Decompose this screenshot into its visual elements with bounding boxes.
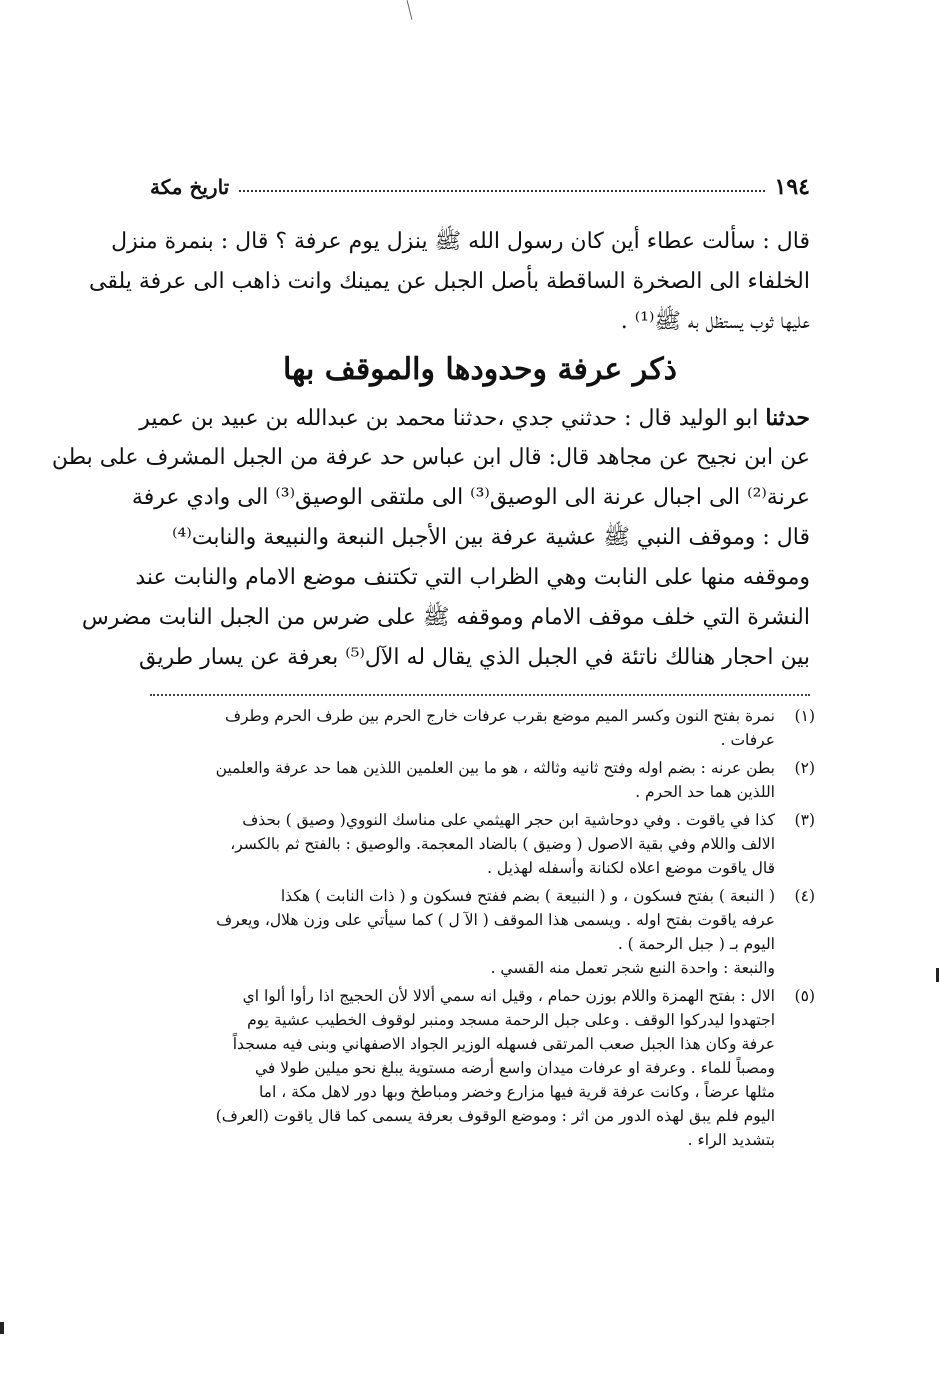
footnote-number: (٢): [794, 759, 815, 777]
footnote-line: عرفات .: [720, 731, 775, 749]
footnote-line: نمرة بفتح النون وكسر الميم موضع بقرب عرفات خارج الحرم بين طرف الحرم وطرف: [224, 707, 775, 725]
text-line: النشرة التي خلف موقف الامام وموقفه ﷺ على ضرس من الجبل النابت مضرس: [81, 605, 810, 630]
footnotes: [150, 704, 815, 1156]
section-heading: ذكر عرفة وحدودها والموقف بها: [283, 352, 677, 387]
footnote-line: الال : بفتح الهمزة واللام بوزن حمام ، وقيل انه سمي ألالا لأن الحجيج اذا رأوا ألوا اي: [242, 987, 775, 1005]
text-line: قال : وموقف النبي ﷺ عشية عرفة بين الأجبل النبعة والنبيعة والنابت⁽⁴⁾: [172, 525, 810, 550]
footnote-line: كذا في ياقوت . وفي دوحاشية ابن حجر الهيثمي على مناسك النووي( وصيق ) بحذف: [242, 811, 775, 829]
scan-artifact-line: [407, 0, 413, 20]
paragraph-main: [51, 398, 810, 678]
footnote-number: (٣): [794, 811, 815, 829]
footnote-line: ( النبعة ) بفتح فسكون ، و ( النبيعة ) بضم ففتح فسكون و ( ذات النابت ) هكذا: [280, 887, 775, 905]
footnote-line: بطن عرنه : بضم اوله وفتح ثانيه وثالثه ، هو ما بين العلمين اللذين هما حد عرفة والعلمين: [215, 759, 775, 777]
scan-artifact-dot: [936, 968, 939, 982]
running-header: [150, 172, 810, 202]
text-line: بين احجار هنالك ناتئة في الجبل الذي يقال له الآل⁽⁵⁾ بعرفة عن يسار طريق: [139, 645, 810, 670]
footnote-line: اليوم بـ ( جبل الرحمة ) .: [617, 935, 775, 953]
text-line-rest: ابو الوليد قال : حدثني جدي ،حدثنا محمد بن عبدالله بن عبيد بن عمير: [139, 406, 759, 431]
text-line: عن ابن نجيح عن مجاهد قال: قال ابن عباس حد عرفة من الجبل المشرف على بطن: [51, 445, 810, 470]
text-line: عليها ثوب يستظل به ﷺ⁽¹⁾ .: [620, 309, 810, 334]
footnote-number: (١): [794, 707, 815, 725]
text-line: الخلفاء الى الصخرة الساقطة بأصل الجبل عن يمينك وانت ذاهب الى عرفة يلقى: [88, 269, 810, 294]
text-line: وموقفه منها على النابت وهي الظراب التي تكتنف موضع الامام والنابت عند: [135, 565, 810, 590]
footnote-line: مثلها عرضاً ، وكانت عرفة قرية فيها مزارع وخضر ومباطخ وبها دور لاهل مكة ، اما: [258, 1083, 775, 1101]
footnote-4: [150, 884, 815, 980]
footnote-line: الالف واللام وفي بقية الاصول ( وضيق ) بالضاد المعجمة. والوصيق : بالفتح ثم بالكسر،: [230, 835, 775, 853]
book-title: تاريخ مكة: [150, 175, 230, 199]
header-dotted-rule: [239, 190, 764, 192]
footnote-5: [150, 984, 815, 1152]
footnote-line: ومصباً للماء . وعرفة او عرفات ميدان واسع أرضه مستوية يبلغ نحو ميلين طولا في: [254, 1059, 775, 1077]
footnote-number: (٥): [794, 987, 815, 1005]
footnote-line: اللذين هما حد الحرم .: [635, 783, 775, 801]
footnote-line: بتشديد الراء .: [687, 1131, 775, 1149]
footnote-2: [150, 756, 815, 804]
footnote-number: (٤): [794, 887, 815, 905]
footnote-3: [150, 808, 815, 880]
paragraph-continued: [88, 222, 810, 342]
scan-artifact-dot: [0, 1322, 4, 1334]
footnote-line: قال ياقوت موضع اعلاه لكنانة وأسفله لهذيل .: [487, 859, 775, 877]
lead-word: حدثنا: [765, 405, 810, 431]
footnote-line: عرفة وكان هذا الجبل صعب المرتقى فسهله الوزير الجواد الاصفهاني وبنى فيه مسجداً: [232, 1035, 775, 1053]
footnote-1: [150, 704, 815, 752]
footnote-line: اليوم فلم يبق لهذه الدور من اثر : وموضع الوقوف بعرفة يسمى كما قال ياقوت (العرف): [215, 1107, 775, 1125]
footnote-line: عرفه ياقوت بفتح اوله . ويسمى هذا الموقف ( الآ ل ) كما سيأتي على وزن هلال، ويعرف: [216, 911, 775, 929]
text-line: [139, 398, 810, 438]
footnote-line: والنبعة : واحدة النبع شجر تعمل منه القسي .: [490, 959, 775, 977]
footnote-separator: [150, 694, 810, 696]
text-line: قال : سألت عطاء أين كان رسول الله ﷺ ينزل يوم عرفة ؟ قال : بنمرة منزل: [111, 229, 810, 254]
footnote-line: اجتهدوا ليدركوا الوقف . وعلى جبل الرحمة مسجد ومنبر لوقوف الخطيب عشية يوم: [247, 1011, 775, 1029]
text-line: عرنة⁽²⁾ الى اجبال عرنة الى الوصيق⁽³⁾ الى ملتقى الوصيق⁽³⁾ الى وادي عرفة: [131, 485, 810, 510]
page-number: ١٩٤: [774, 174, 810, 200]
